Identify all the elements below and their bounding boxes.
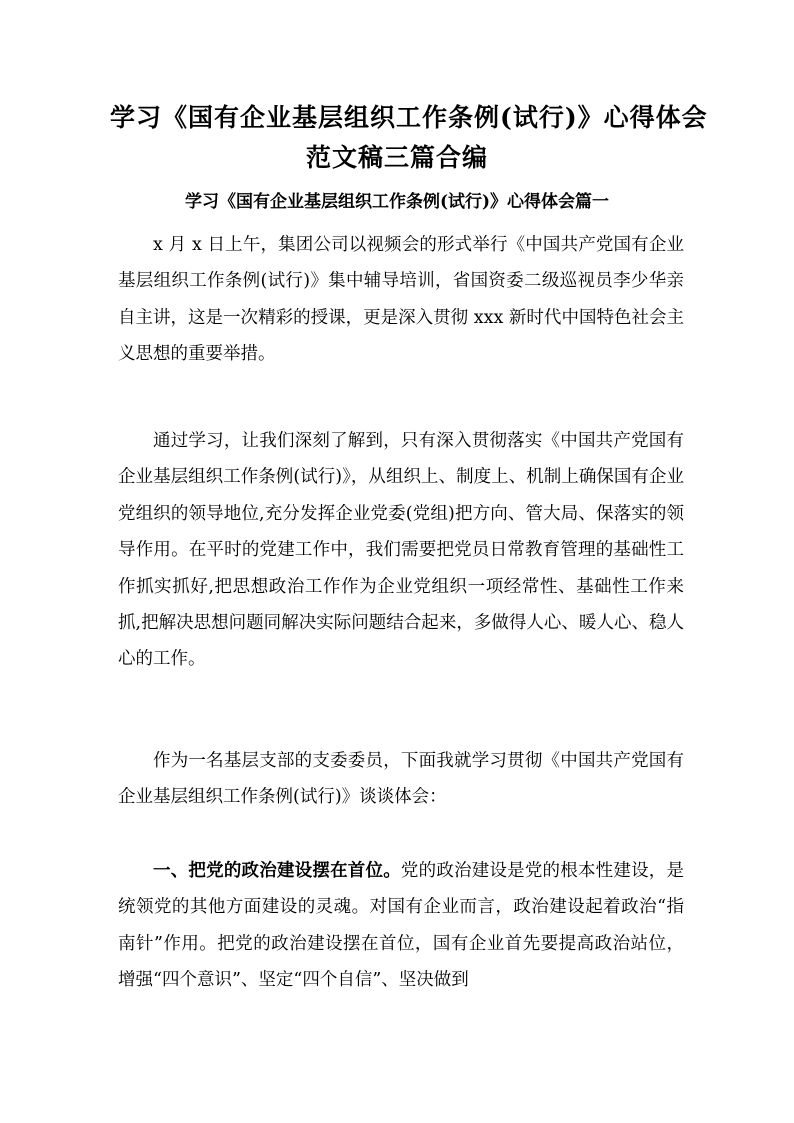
- paragraph-3: 作为一名基层支部的支委委员，下面我就学习贯彻《中国共产党国有企业基层组织工作条例(试行)》谈谈体会：: [118, 751, 684, 808]
- section-heading: 学习《国有企业基层组织工作条例(试行)》心得体会篇一: [184, 192, 610, 212]
- paragraph-2: 通过学习，让我们深刻了解到，只有深入贯彻落实《中国共产党国有企业基层组织工作条例(试行)》，从组织上、制度上、机制上确保国有企业党组织的领导地位,充分发挥企业党委(党组)把方向、管大局、保落实的领导作用。在平时的党建工作中，我们需要把党员日常教育管理的基础性工作抓实抓好,把思想政治工作作为企业党组织一项经常性、基础性工作来抓,把解决思想问题同解决实际问题结合起来，多做得人心、暖人心、稳人心的工作。: [118, 431, 684, 670]
- paragraph-4-lead: 一、把党的政治建设摆在首位。: [153, 861, 401, 881]
- document-title-line2: 范文稿三篇合编: [305, 143, 488, 172]
- paragraph-4: [118, 853, 684, 999]
- paragraph-1: x 月 x 日上午，集团公司以视频会的形式举行《中国共产党国有企业基层组织工作条例(试行)》集中辅导培训，省国资委二级巡视员李少华亲自主讲，这是一次精彩的授课，更是深入贯彻 xxx 新时代中国特色社会主义思想的重要举措。: [118, 235, 684, 365]
- paragraph-4-body: 党的政治建设是党的根本性建设，是统领党的其他方面建设的灵魂。对国有企业而言，政治建设起着政治“指南针”作用。把党的政治建设摆在首位，国有企业首先要提高政治站位，增强“四个意识”、坚定“四个自信”、坚决做到: [118, 861, 685, 991]
- document-title-line1: 学习《国有企业基层组织工作条例(试行)》心得体会: [110, 103, 708, 132]
